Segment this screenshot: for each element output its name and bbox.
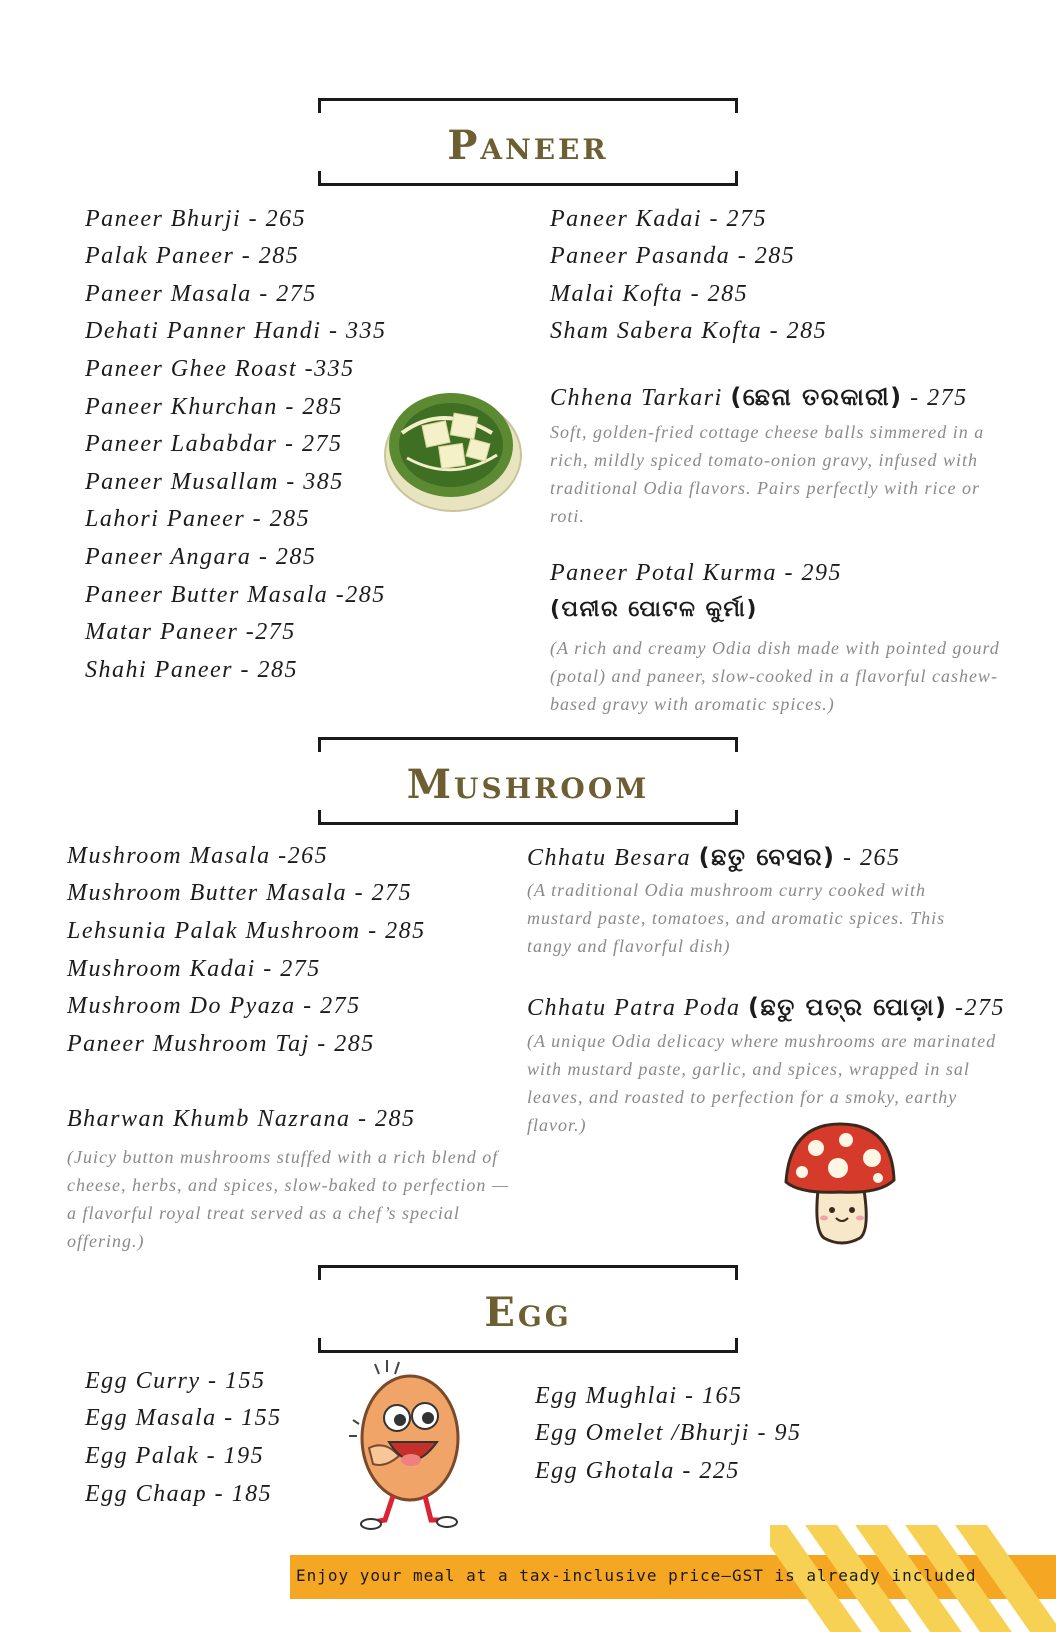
besara-description: (A traditional Odia mushroom curry cooked with mustard paste, tomatoes, and aromatic spices. This tangy and flavorful dish) [527,880,946,956]
menu-item: Egg Omelet /Bhurji - 95 [535,1420,802,1446]
besara-price: - 265 [835,845,901,871]
menu-item: Paneer Ghee Roast -335 [85,356,355,382]
menu-item: Lahori Paneer - 285 [85,506,311,532]
chhena-name: Chhena Tarkari [550,385,731,411]
bharwan-title: Bharwan Khumb Nazrana - 285 [67,1106,416,1132]
patra-price: -275 [947,995,1005,1021]
menu-item: Malai Kofta - 285 [550,281,749,307]
menu-item: Paneer Bhurji - 265 [85,206,307,232]
menu-item: Paneer Musallam - 385 [85,469,344,495]
palak-paneer-bowl-icon [382,383,524,515]
menu-item: Mushroom Masala -265 [67,843,329,869]
menu-item: Palak Paneer - 285 [85,243,300,269]
egg-section-header [318,1265,738,1353]
besara-title [527,843,901,872]
menu-item: Paneer Angara - 285 [85,544,317,570]
chhena-description: Soft, golden-fried cottage cheese balls simmered in a rich, mildly spiced tomato-onion gravy, infused with traditional Odia flavors. Pairs perfectly with rice or roti. [550,422,985,526]
besara-odia: (ଛତୁ ବେସର) [698,843,836,871]
egg-character-icon [345,1360,475,1542]
menu-item: Paneer Kadai - 275 [550,206,767,232]
mushroom-icon [780,1120,900,1252]
menu-item: Paneer Butter Masala -285 [85,582,386,608]
potal-kurma-description: (A rich and creamy Odia dish made with pointed gourd (potal) and paneer, slow-cooked in a flavorful cashew-based gravy with aromatic spices.) [550,638,1000,714]
chhena-price: - 275 [902,385,968,411]
menu-item: Egg Curry - 155 [85,1368,266,1394]
besara-name: Chhatu Besara [527,845,699,871]
menu-item: Egg Ghotala - 225 [535,1458,740,1484]
patra-description: (A unique Odia delicacy where mushrooms are marinated with mustard paste, garlic, and spices, wrapped in sal leaves, and roasted to perfection for a smoky, earthy flavor.) [527,1031,997,1135]
patra-odia: (ଛତୁ ପତ୍ର ପୋଡ଼ା) [748,993,948,1021]
bharwan-description: (Juicy button mushrooms stuffed with a rich blend of cheese, herbs, and spices, slow-baked to perfection — a flavorful royal treat served as a chef’s special offering.) [67,1147,509,1251]
potal-kurma-odia: (ପନୀର ପୋଟଳ କୁର୍ମା) [550,597,758,622]
menu-item: Dehati Panner Handi - 335 [85,318,387,344]
menu-item: Lehsunia Palak Mushroom - 285 [67,918,426,944]
paneer-section-header [318,98,738,186]
potal-kurma-title: Paneer Potal Kurma - 295 [550,560,842,586]
menu-item: Mushroom Butter Masala - 275 [67,880,413,906]
egg-title: Egg [484,1289,572,1336]
chhena-tarkari-title [550,383,968,412]
menu-item: Egg Chaap - 185 [85,1481,273,1507]
footer-text: Enjoy your meal at a tax-inclusive price—GST is already included [296,1566,977,1585]
patra-name: Chhatu Patra Poda [527,995,749,1021]
menu-item: Mushroom Kadai - 275 [67,956,321,982]
menu-item: Egg Masala - 155 [85,1405,282,1431]
paneer-title: Paneer [447,122,609,169]
menu-item: Paneer Pasanda - 285 [550,243,796,269]
menu-item: Shahi Paneer - 285 [85,657,298,683]
menu-item: Matar Paneer -275 [85,619,296,645]
chhena-odia: (ଛେନା ତରକାରୀ) [730,383,903,411]
menu-item: Egg Mughlai - 165 [535,1383,743,1409]
menu-item: Paneer Khurchan - 285 [85,394,343,420]
patra-title [527,993,1005,1022]
menu-item: Paneer Mushroom Taj - 285 [67,1031,375,1057]
menu-item: Sham Sabera Kofta - 285 [550,318,828,344]
mushroom-section-header [318,737,738,825]
menu-item: Paneer Lababdar - 275 [85,431,343,457]
menu-item: Mushroom Do Pyaza - 275 [67,993,361,1019]
menu-item: Paneer Masala - 275 [85,281,317,307]
mushroom-title: Mushroom [406,761,650,808]
menu-item: Egg Palak - 195 [85,1443,265,1469]
